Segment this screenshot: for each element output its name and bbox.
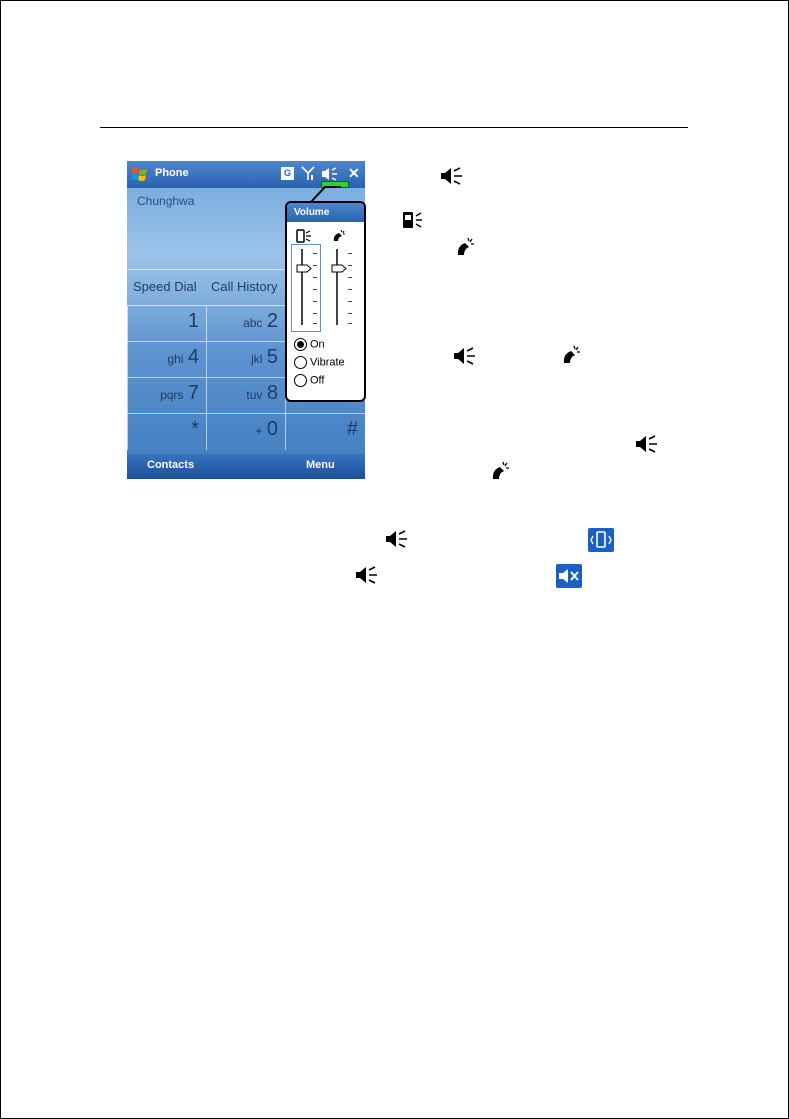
device-volume-icon xyxy=(402,210,424,230)
tab-call-history[interactable]: Call History xyxy=(211,279,278,294)
key-star[interactable]: * xyxy=(127,414,207,450)
tick xyxy=(313,277,317,278)
ringer-icon xyxy=(331,229,347,243)
key-1[interactable]: 1 xyxy=(127,306,207,342)
vibrate-icon xyxy=(588,528,614,552)
menu-softkey[interactable]: Menu xyxy=(306,459,335,471)
header-rule xyxy=(100,127,688,128)
windows-start-icon[interactable] xyxy=(131,166,149,182)
tick xyxy=(313,253,317,254)
close-icon[interactable]: ✕ xyxy=(348,165,360,181)
ringer-icon xyxy=(455,237,475,257)
tick xyxy=(348,289,352,290)
speaker-icon xyxy=(440,167,464,185)
tick xyxy=(348,277,352,278)
volume-option-on[interactable]: On xyxy=(294,338,325,351)
radio-off[interactable] xyxy=(294,374,307,387)
ringer-icon xyxy=(490,461,510,481)
key-0[interactable]: + 0 xyxy=(206,414,286,450)
tab-speed-dial[interactable]: Speed Dial xyxy=(133,279,197,294)
device-volume-slider[interactable] xyxy=(301,249,303,325)
radio-on[interactable] xyxy=(294,338,307,351)
key-4[interactable]: ghi 4 xyxy=(127,342,207,378)
tick xyxy=(348,253,352,254)
device-volume-icon xyxy=(296,229,312,243)
dial-row-4 xyxy=(127,413,365,450)
speaker-icon xyxy=(385,530,409,548)
carrier-name: Chunghwa xyxy=(137,194,195,208)
contacts-softkey[interactable]: Contacts xyxy=(147,459,195,471)
tick xyxy=(348,323,352,324)
volume-popup xyxy=(285,201,366,402)
speaker-icon xyxy=(355,566,379,584)
key-5[interactable]: jkl 5 xyxy=(206,342,286,378)
device-volume-thumb[interactable] xyxy=(296,264,312,273)
device-volume-slider-frame xyxy=(291,244,321,332)
phone-title: Phone xyxy=(155,167,189,179)
volume-option-vibrate[interactable]: Vibrate xyxy=(294,356,345,369)
ringer-volume-thumb[interactable] xyxy=(331,264,347,273)
volume-option-off[interactable]: Off xyxy=(294,374,324,387)
speaker-icon[interactable] xyxy=(321,167,339,181)
tick xyxy=(348,313,352,314)
ringer-icon xyxy=(561,345,581,365)
speaker-icon xyxy=(453,347,477,365)
ringer-volume-slider[interactable] xyxy=(336,249,338,325)
gprs-icon: G xyxy=(281,167,294,180)
tick xyxy=(313,301,317,302)
phone-title-bar xyxy=(127,161,365,188)
soft-key-bar xyxy=(127,454,365,479)
tick xyxy=(348,301,352,302)
radio-vibrate[interactable] xyxy=(294,356,307,369)
tick xyxy=(313,323,317,324)
key-2[interactable]: abc 2 xyxy=(206,306,286,342)
signal-icon[interactable] xyxy=(301,166,315,181)
tick xyxy=(313,313,317,314)
tick xyxy=(348,265,352,266)
key-hash[interactable]: # xyxy=(285,414,365,450)
key-7[interactable]: pqrs 7 xyxy=(127,378,207,414)
speaker-icon xyxy=(635,435,659,453)
mute-icon xyxy=(556,564,582,588)
tick xyxy=(313,265,317,266)
volume-popup-title: Volume xyxy=(287,203,364,222)
key-8[interactable]: tuv 8 xyxy=(206,378,286,414)
tick xyxy=(313,289,317,290)
